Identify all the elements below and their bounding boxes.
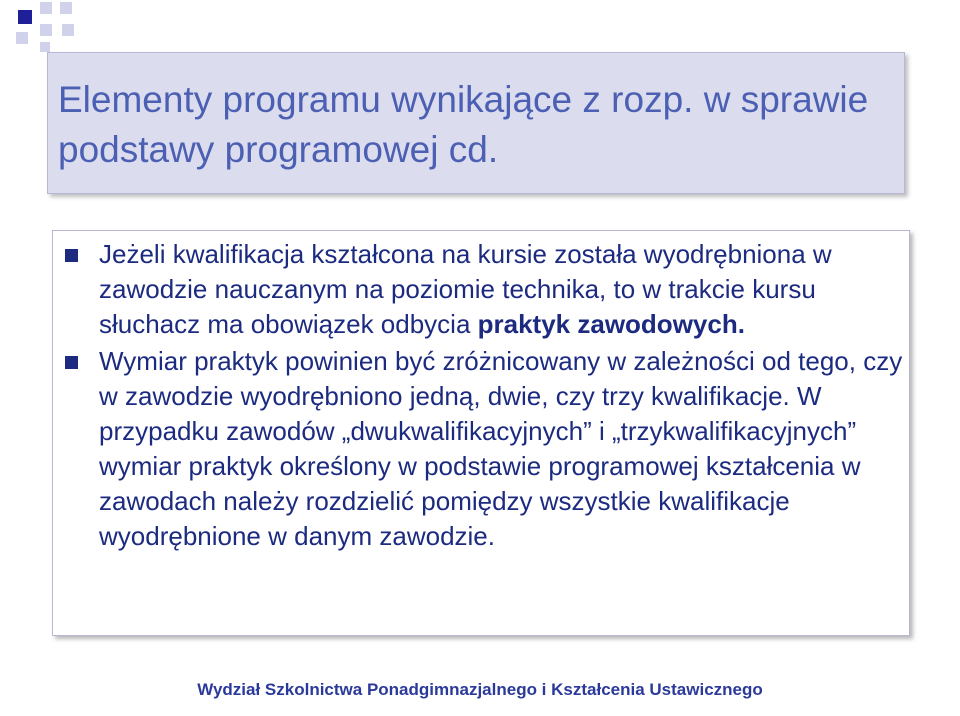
bullet-bold-text: praktyk zawodowych: [477, 309, 738, 339]
title-box: [47, 52, 905, 194]
bullet-list: [65, 237, 905, 556]
square-bullet-icon: [65, 356, 78, 369]
bullet-text-end: .: [737, 309, 745, 339]
footer: [0, 680, 960, 700]
slide-title: Elementy programu wynikające z rozp. w sprawie podstawy programowej cd.: [58, 79, 869, 170]
bullet-text: Jeżeli kwalifikacja kształcona na kursie została wyodrębniona w zawodzie nauczanym na poziomie technika, to w trakcie kursu słuchacz ma obowiązek odbycia: [99, 239, 832, 339]
bullet-item: [65, 237, 905, 342]
decorative-squares-icon: [0, 0, 80, 52]
square-bullet-icon: [65, 249, 78, 262]
bullet-item: [65, 344, 905, 554]
bullet-text: Wymiar praktyk powinien być zróżnicowany w zależności od tego, czy w zawodzie wyodrębniono jedną, dwie, czy trzy kwalifikacje. W przypadku zawodów „dwukwalifikacyjnych” i „trzykwalifikacyjnych” wymiar praktyk określony w podstawie programowej kształcenia w zawodach należy rozdzielić pomiędzy wszystkie kwalifikacje wyodrębnione w danym zawodzie.: [99, 346, 903, 551]
footer-text: Wydział Szkolnictwa Ponadgimnazjalnego i Kształcenia Ustawicznego: [197, 680, 763, 699]
content-box: [52, 230, 910, 636]
